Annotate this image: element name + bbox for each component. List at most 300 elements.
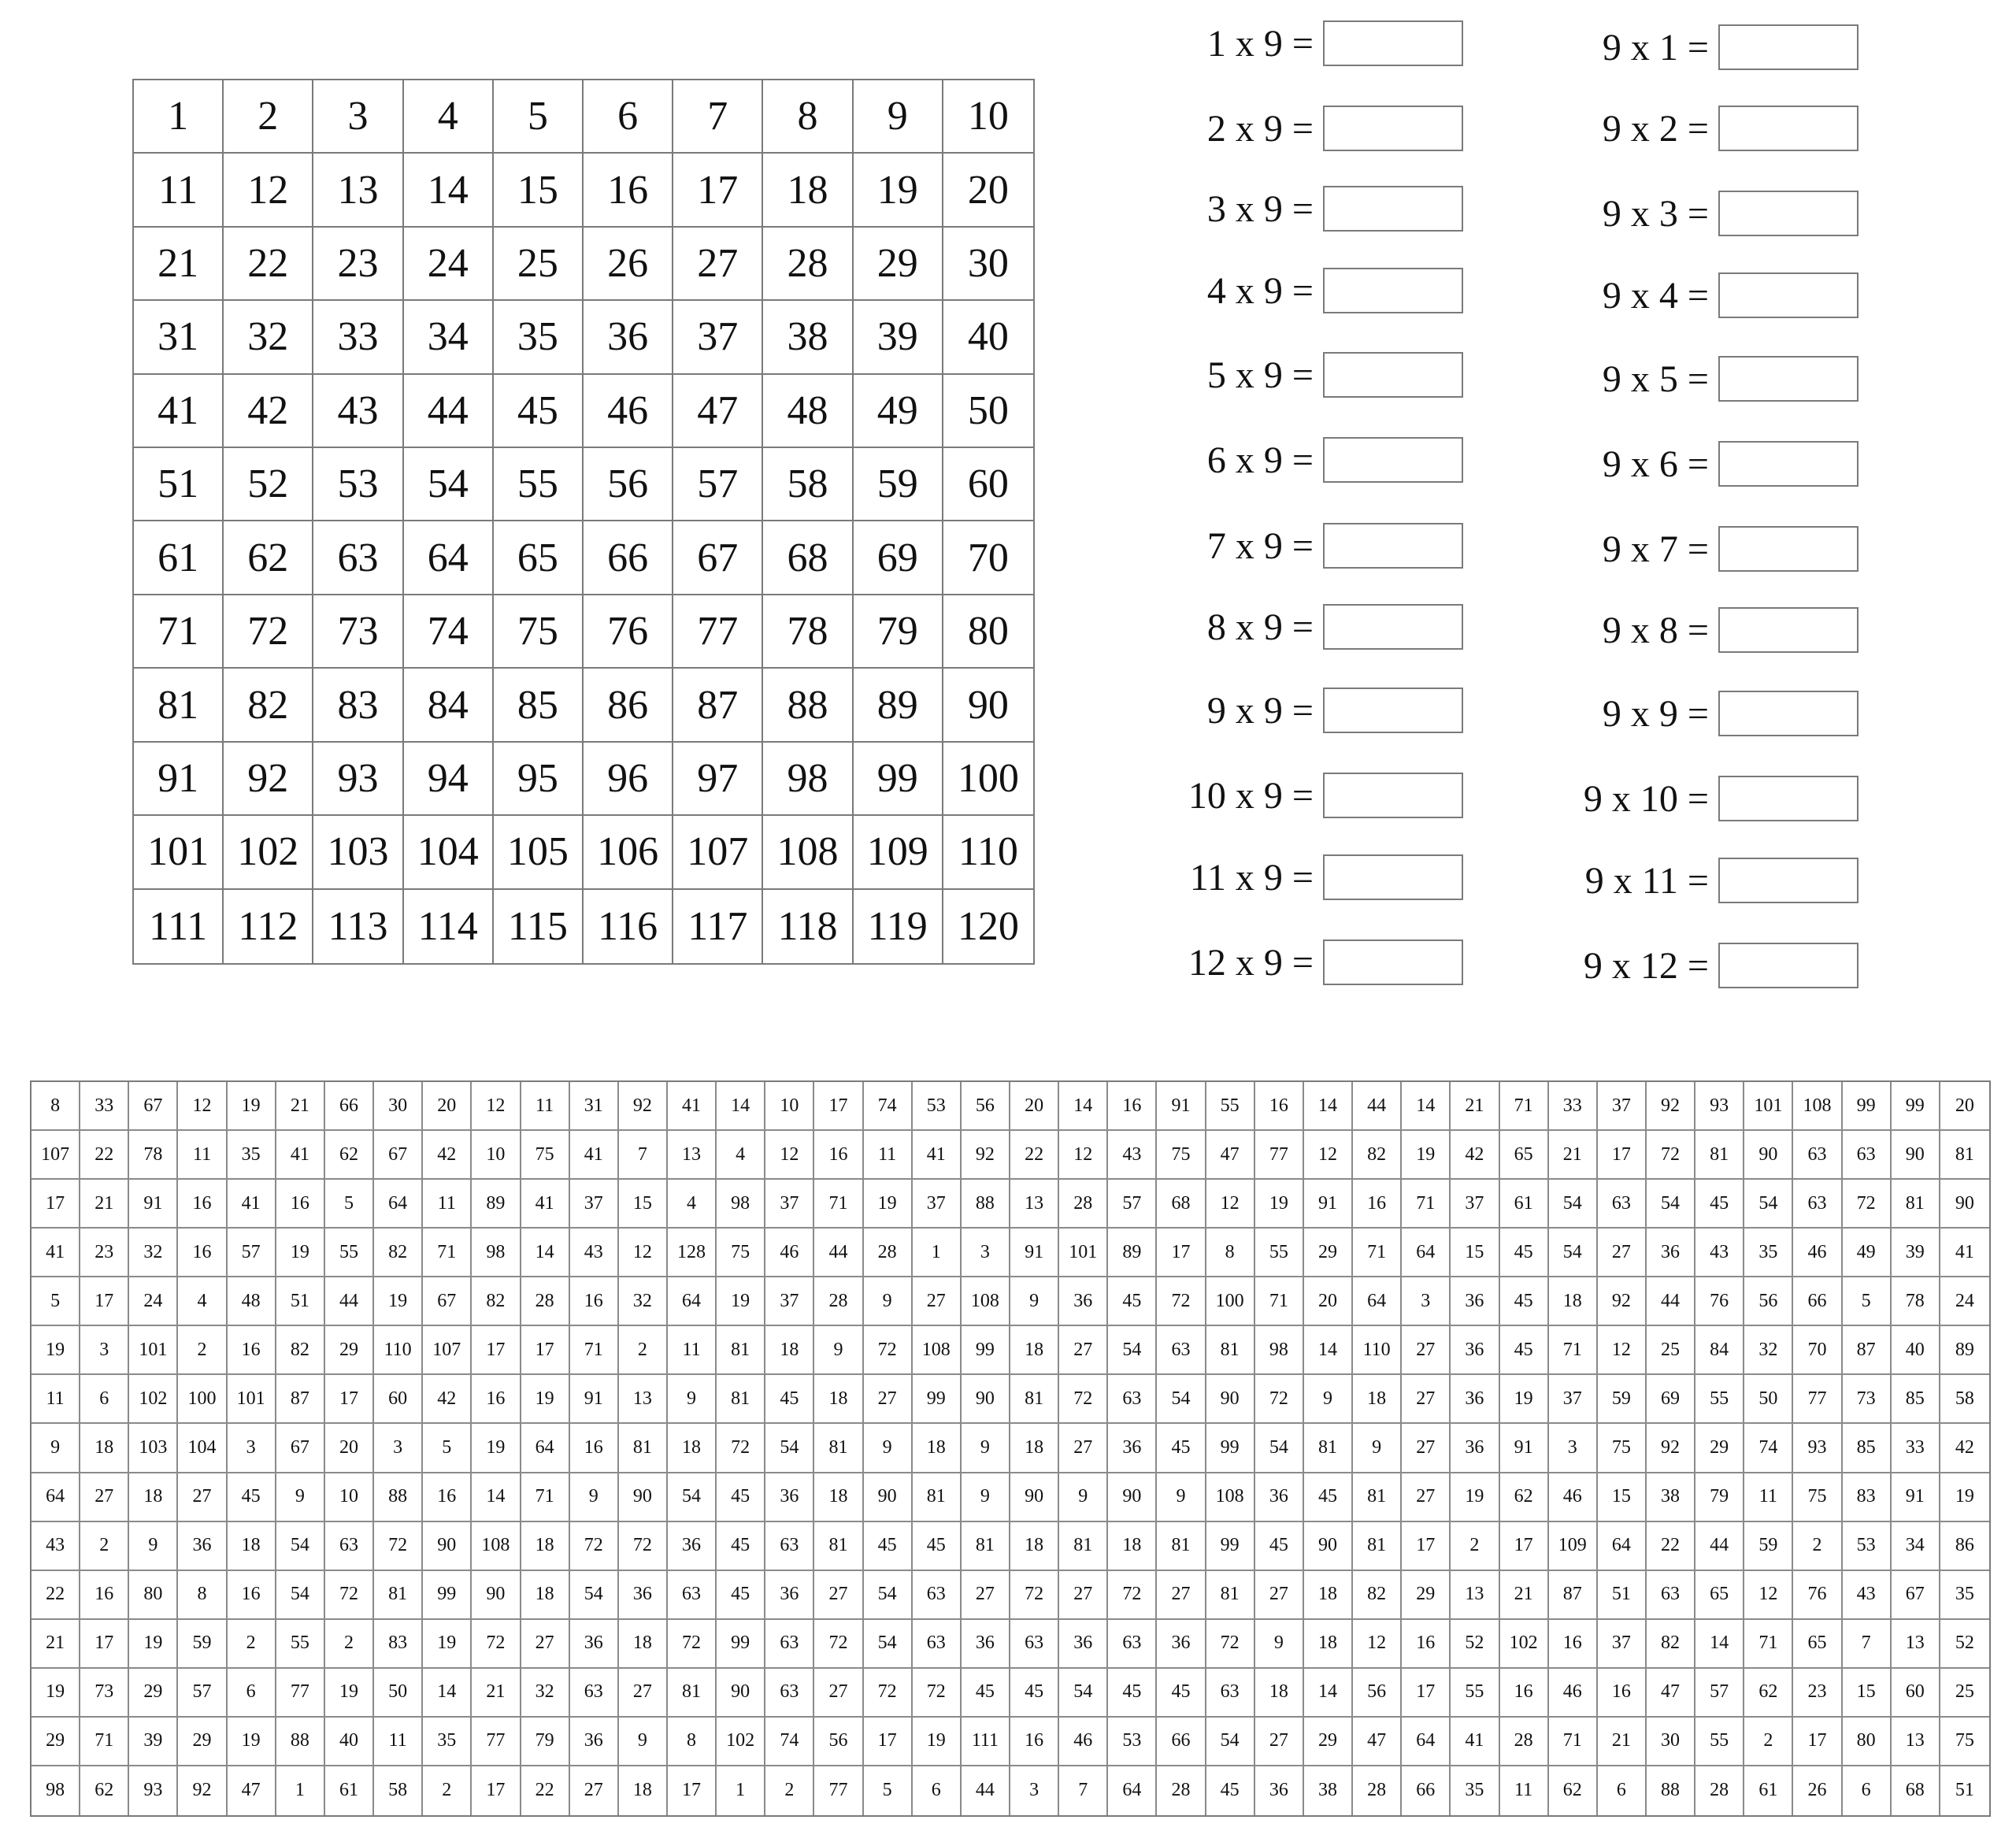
search-grid-cell: 88 <box>374 1473 423 1522</box>
search-grid-cell: 92 <box>1647 1082 1695 1131</box>
search-grid-cell: 38 <box>1647 1473 1695 1522</box>
search-grid-cell: 44 <box>325 1277 374 1326</box>
search-grid-cell: 20 <box>1304 1277 1353 1326</box>
hundred-chart-cell: 12 <box>224 154 313 227</box>
search-grid-cell: 72 <box>325 1571 374 1620</box>
search-grid-cell: 82 <box>1647 1620 1695 1669</box>
search-grid-cell: 20 <box>1940 1082 1989 1131</box>
search-grid-cell: 64 <box>1402 1229 1451 1277</box>
search-grid-cell: 45 <box>1108 1277 1157 1326</box>
search-grid-cell: 85 <box>1843 1424 1892 1473</box>
search-grid-cell: 14 <box>472 1473 521 1522</box>
answer-box[interactable] <box>1718 691 1858 736</box>
search-grid-cell: 91 <box>1304 1180 1353 1229</box>
search-grid-cell: 73 <box>80 1669 129 1718</box>
search-grid-cell: 20 <box>423 1082 472 1131</box>
search-grid-cell: 33 <box>1549 1082 1598 1131</box>
search-grid-cell: 17 <box>472 1326 521 1375</box>
search-grid-cell: 13 <box>619 1375 668 1424</box>
search-grid-cell: 35 <box>1744 1229 1793 1277</box>
fact-left-row <box>1156 770 1463 821</box>
answer-box[interactable] <box>1718 607 1858 653</box>
answer-box[interactable] <box>1323 940 1463 985</box>
fact-equation: 1 x 9 = <box>1206 22 1314 65</box>
search-grid-cell: 9 <box>276 1473 325 1522</box>
search-grid-cell: 45 <box>717 1571 765 1620</box>
search-grid-cell: 87 <box>1843 1326 1892 1375</box>
hundred-chart-cell: 4 <box>404 80 494 154</box>
search-grid-cell: 1 <box>717 1766 765 1815</box>
hundred-chart-cell: 15 <box>494 154 584 227</box>
search-grid-cell: 18 <box>1010 1326 1059 1375</box>
search-grid-cell: 54 <box>1744 1180 1793 1229</box>
search-grid-cell: 99 <box>1206 1424 1255 1473</box>
search-grid-cell: 16 <box>1549 1620 1598 1669</box>
answer-box[interactable] <box>1718 858 1858 903</box>
search-grid-cell: 99 <box>423 1571 472 1620</box>
search-grid-cell: 77 <box>1255 1131 1304 1180</box>
hundred-chart-cell: 99 <box>854 743 943 816</box>
hundred-chart-cell: 120 <box>957 903 1019 949</box>
search-grid-cell: 82 <box>276 1326 325 1375</box>
answer-box[interactable] <box>1718 943 1858 988</box>
search-grid-cell: 28 <box>1695 1766 1744 1815</box>
hundred-chart-cell: 22 <box>224 228 313 301</box>
answer-box[interactable] <box>1323 773 1463 818</box>
search-grid-cell: 16 <box>276 1180 325 1229</box>
search-grid-cell: 108 <box>962 1277 1010 1326</box>
search-grid-cell: 86 <box>1940 1522 1989 1571</box>
search-grid-cell: 43 <box>1108 1131 1157 1180</box>
search-grid-cell: 77 <box>472 1718 521 1766</box>
search-grid-cell: 81 <box>1940 1131 1989 1180</box>
search-grid-cell: 72 <box>1843 1180 1892 1229</box>
search-grid-cell: 25 <box>1647 1326 1695 1375</box>
search-grid-cell: 9 <box>962 1473 1010 1522</box>
search-grid-cell: 90 <box>1744 1131 1793 1180</box>
search-grid-cell: 81 <box>1353 1522 1402 1571</box>
search-grid-cell: 36 <box>668 1522 717 1571</box>
search-grid-cell: 90 <box>1940 1180 1989 1229</box>
search-grid-cell: 91 <box>1010 1229 1059 1277</box>
answer-box[interactable] <box>1323 604 1463 650</box>
search-grid-cell: 101 <box>1059 1229 1108 1277</box>
search-grid-cell: 89 <box>1108 1229 1157 1277</box>
answer-box[interactable] <box>1718 106 1858 151</box>
search-grid-cell: 62 <box>1549 1766 1598 1815</box>
hundred-chart-cell: 41 <box>134 375 224 448</box>
search-grid-cell: 15 <box>1598 1473 1647 1522</box>
search-grid-cell: 66 <box>325 1082 374 1131</box>
search-grid-cell: 81 <box>962 1522 1010 1571</box>
search-grid-cell: 78 <box>129 1131 178 1180</box>
search-grid-cell: 103 <box>129 1424 178 1473</box>
answer-box[interactable] <box>1323 437 1463 483</box>
fact-equation: 9 x 12 = <box>1583 944 1709 987</box>
hundred-chart-cell: 50 <box>943 375 1033 448</box>
search-grid-cell: 55 <box>1695 1718 1744 1766</box>
search-grid-cell: 36 <box>570 1718 619 1766</box>
hundred-chart-cell: 67 <box>673 521 763 595</box>
search-grid-cell: 76 <box>1793 1571 1842 1620</box>
search-grid-cell: 32 <box>129 1229 178 1277</box>
search-grid-cell: 44 <box>1353 1082 1402 1131</box>
search-grid-cell: 54 <box>864 1620 913 1669</box>
search-grid-cell: 44 <box>1695 1522 1744 1571</box>
search-grid-cell: 17 <box>1402 1522 1451 1571</box>
hundred-chart-cell: 66 <box>584 521 673 595</box>
search-grid-cell: 27 <box>80 1473 129 1522</box>
search-grid-cell: 64 <box>1108 1766 1157 1815</box>
search-grid-cell: 32 <box>521 1669 570 1718</box>
hundred-chart-cell: 104 <box>404 816 494 889</box>
answer-box[interactable] <box>1323 854 1463 900</box>
fact-equation: 9 x 6 = <box>1602 443 1709 485</box>
search-grid-cell: 36 <box>570 1620 619 1669</box>
hundred-chart-cell: 116 <box>584 890 673 963</box>
hundred-chart-cell: 37 <box>673 301 763 374</box>
answer-box[interactable] <box>1323 523 1463 569</box>
hundred-chart-cell: 96 <box>584 743 673 816</box>
search-grid-cell: 30 <box>374 1082 423 1131</box>
search-grid-cell: 19 <box>913 1718 962 1766</box>
search-grid-cell: 14 <box>1695 1620 1744 1669</box>
search-grid-cell: 45 <box>913 1522 962 1571</box>
answer-box[interactable] <box>1323 352 1463 398</box>
hundred-chart-cell: 111 <box>134 890 224 963</box>
hundred-chart-cell: 42 <box>224 375 313 448</box>
search-grid-cell: 19 <box>1402 1131 1451 1180</box>
answer-box[interactable] <box>1718 441 1858 487</box>
hundred-chart-cell: 40 <box>943 301 1033 374</box>
hundred-chart-cell: 107 <box>673 816 763 889</box>
search-grid-cell: 5 <box>32 1277 80 1326</box>
search-grid-cell: 90 <box>1108 1473 1157 1522</box>
search-grid-cell: 42 <box>423 1131 472 1180</box>
hundred-chart-cell: 64 <box>404 521 494 595</box>
search-grid-cell: 91 <box>1500 1424 1549 1473</box>
search-grid-cell: 45 <box>1108 1669 1157 1718</box>
search-grid-cell: 75 <box>1793 1473 1842 1522</box>
search-grid-cell: 57 <box>228 1229 276 1277</box>
search-grid-cell: 54 <box>1108 1326 1157 1375</box>
hundred-chart-cell: 70 <box>943 521 1033 595</box>
search-grid-cell: 82 <box>472 1277 521 1326</box>
fact-right-row <box>1551 773 1858 824</box>
search-grid-cell: 14 <box>1304 1669 1353 1718</box>
fact-equation: 9 x 7 = <box>1602 528 1709 570</box>
search-grid-cell: 70 <box>1793 1326 1842 1375</box>
search-grid-cell: 36 <box>1647 1229 1695 1277</box>
answer-box[interactable] <box>1718 776 1858 821</box>
search-grid-cell: 27 <box>1157 1571 1206 1620</box>
search-grid-cell: 36 <box>619 1571 668 1620</box>
search-grid-cell: 6 <box>1843 1766 1892 1815</box>
search-grid-cell: 9 <box>962 1424 1010 1473</box>
search-grid-cell: 90 <box>472 1571 521 1620</box>
search-grid-cell: 72 <box>1206 1620 1255 1669</box>
search-grid-cell: 71 <box>1744 1620 1793 1669</box>
search-grid-cell: 63 <box>570 1669 619 1718</box>
search-grid-cell: 87 <box>1549 1571 1598 1620</box>
search-grid-cell: 68 <box>1157 1180 1206 1229</box>
search-grid-cell: 76 <box>1695 1277 1744 1326</box>
hundred-chart-cell: 113 <box>313 890 403 963</box>
search-grid-cell: 17 <box>472 1766 521 1815</box>
search-grid-cell: 53 <box>913 1082 962 1131</box>
search-grid-cell: 16 <box>228 1571 276 1620</box>
search-grid-cell: 3 <box>1549 1424 1598 1473</box>
hundred-chart-cell: 45 <box>494 375 584 448</box>
search-grid-cell: 45 <box>1500 1326 1549 1375</box>
search-grid-cell: 75 <box>521 1131 570 1180</box>
search-grid-cell: 2 <box>178 1326 227 1375</box>
search-grid-cell: 29 <box>325 1326 374 1375</box>
search-grid-cell: 108 <box>913 1326 962 1375</box>
fact-right-row <box>1551 439 1858 489</box>
fact-equation: 9 x 9 = <box>1206 689 1314 732</box>
search-grid-cell: 52 <box>1451 1620 1499 1669</box>
search-grid-cell: 9 <box>129 1522 178 1571</box>
search-grid-cell: 9 <box>32 1424 80 1473</box>
search-grid-cell: 63 <box>1793 1180 1842 1229</box>
search-grid-cell: 14 <box>521 1229 570 1277</box>
answer-box[interactable] <box>1718 191 1858 236</box>
answer-box[interactable] <box>1718 356 1858 402</box>
search-grid-cell: 45 <box>962 1669 1010 1718</box>
fact-equation: 6 x 9 = <box>1206 439 1314 481</box>
answer-box[interactable] <box>1718 272 1858 318</box>
search-grid-cell: 21 <box>1598 1718 1647 1766</box>
fact-left-row <box>1156 521 1463 571</box>
search-grid-cell: 51 <box>1955 1780 1974 1801</box>
search-grid-cell: 36 <box>178 1522 227 1571</box>
search-grid-cell: 100 <box>1206 1277 1255 1326</box>
search-grid-cell: 10 <box>472 1131 521 1180</box>
hundred-chart-cell: 118 <box>763 890 853 963</box>
search-grid-cell: 6 <box>1598 1766 1647 1815</box>
search-grid-cell: 73 <box>1843 1375 1892 1424</box>
search-grid-cell: 107 <box>423 1326 472 1375</box>
search-grid-cell: 92 <box>178 1766 227 1815</box>
fact-left-row <box>1156 852 1463 902</box>
search-grid-cell: 92 <box>1647 1424 1695 1473</box>
fact-equation: 8 x 9 = <box>1206 606 1314 648</box>
search-grid-cell: 77 <box>814 1766 863 1815</box>
hundred-chart-cell: 91 <box>134 743 224 816</box>
hundred-chart-cell: 34 <box>404 301 494 374</box>
search-grid-cell: 19 <box>472 1424 521 1473</box>
search-grid-cell: 13 <box>1010 1180 1059 1229</box>
search-grid-cell: 41 <box>1451 1718 1499 1766</box>
search-grid-cell: 51 <box>276 1277 325 1326</box>
search-grid-cell: 36 <box>1108 1424 1157 1473</box>
search-grid-cell: 81 <box>1206 1326 1255 1375</box>
search-grid-cell: 55 <box>276 1620 325 1669</box>
answer-box[interactable] <box>1323 688 1463 733</box>
fact-equation: 10 x 9 = <box>1188 774 1314 817</box>
search-grid-cell: 57 <box>1695 1669 1744 1718</box>
search-grid-cell: 47 <box>1353 1718 1402 1766</box>
search-grid-cell: 19 <box>129 1620 178 1669</box>
hundred-chart-cell: 117 <box>673 890 763 963</box>
search-grid-cell: 82 <box>374 1229 423 1277</box>
search-grid-cell: 21 <box>1549 1131 1598 1180</box>
search-grid-cell: 5 <box>423 1424 472 1473</box>
search-grid-cell: 57 <box>178 1669 227 1718</box>
hundred-chart-cell: 73 <box>313 595 403 669</box>
search-grid-cell: 17 <box>1793 1718 1842 1766</box>
search-grid-cell: 31 <box>570 1082 619 1131</box>
search-grid-cell: 68 <box>1892 1766 1940 1815</box>
search-grid-cell: 2 <box>765 1766 814 1815</box>
search-grid-cell: 81 <box>1353 1473 1402 1522</box>
search-grid-cell: 18 <box>129 1473 178 1522</box>
search-grid-cell: 29 <box>1304 1229 1353 1277</box>
search-grid-cell: 54 <box>570 1571 619 1620</box>
search-grid-cell: 3 <box>1402 1277 1451 1326</box>
search-grid-cell: 63 <box>765 1669 814 1718</box>
hundred-chart-cell: 81 <box>134 669 224 742</box>
search-grid-cell: 19 <box>1451 1473 1499 1522</box>
search-grid-cell: 27 <box>1402 1473 1451 1522</box>
search-grid-cell: 14 <box>423 1669 472 1718</box>
search-grid-cell: 110 <box>374 1326 423 1375</box>
answer-box[interactable] <box>1323 20 1463 66</box>
search-grid-cell: 5 <box>1843 1277 1892 1326</box>
search-grid-cell: 101 <box>228 1375 276 1424</box>
search-grid-cell: 43 <box>1843 1571 1892 1620</box>
hundred-chart-cell: 114 <box>404 890 494 963</box>
hundred-chart-cell: 21 <box>134 228 224 301</box>
answer-box[interactable] <box>1718 24 1858 70</box>
hundred-chart-cell: 101 <box>134 816 224 889</box>
search-grid-cell: 19 <box>228 1082 276 1131</box>
search-grid-cell: 99 <box>1843 1082 1892 1131</box>
hundred-chart-cell: 68 <box>763 521 853 595</box>
search-grid-cell: 72 <box>570 1522 619 1571</box>
search-grid-cell: 16 <box>472 1375 521 1424</box>
search-grid-cell: 40 <box>325 1718 374 1766</box>
fact-equation: 9 x 2 = <box>1602 107 1709 150</box>
search-grid-cell: 92 <box>619 1082 668 1131</box>
search-grid-cell: 72 <box>864 1669 913 1718</box>
search-grid-cell: 65 <box>1793 1620 1842 1669</box>
hundred-chart-cell: 76 <box>584 595 673 669</box>
search-grid-cell: 5 <box>325 1180 374 1229</box>
search-grid-cell: 55 <box>1695 1375 1744 1424</box>
search-grid-cell: 42 <box>1940 1424 1989 1473</box>
hundred-chart-cell: 83 <box>313 669 403 742</box>
search-grid-cell: 37 <box>765 1277 814 1326</box>
search-grid-cell: 67 <box>423 1277 472 1326</box>
search-grid-cell: 15 <box>619 1180 668 1229</box>
search-grid-cell: 53 <box>1108 1718 1157 1766</box>
answer-box[interactable] <box>1323 186 1463 232</box>
search-grid-cell: 64 <box>1598 1522 1647 1571</box>
search-grid-cell: 18 <box>80 1424 129 1473</box>
search-grid-cell: 45 <box>1255 1522 1304 1571</box>
search-grid-cell: 43 <box>570 1229 619 1277</box>
hundred-chart-cell: 1 <box>134 80 224 154</box>
answer-box[interactable] <box>1323 106 1463 151</box>
search-grid-cell: 9 <box>1304 1375 1353 1424</box>
search-grid-cell: 72 <box>717 1424 765 1473</box>
hundred-chart-cell: 31 <box>134 301 224 374</box>
search-grid-cell: 16 <box>1402 1620 1451 1669</box>
search-grid-cell: 62 <box>1744 1669 1793 1718</box>
search-grid-cell: 27 <box>913 1277 962 1326</box>
search-grid-cell: 84 <box>1695 1326 1744 1375</box>
search-grid-cell: 54 <box>1157 1375 1206 1424</box>
search-grid-cell: 16 <box>228 1326 276 1375</box>
search-grid-cell: 54 <box>1206 1718 1255 1766</box>
search-grid-cell: 64 <box>374 1180 423 1229</box>
search-grid-cell: 57 <box>1108 1180 1157 1229</box>
search-grid-cell: 104 <box>178 1424 227 1473</box>
search-grid-cell: 14 <box>1304 1326 1353 1375</box>
search-grid-cell: 81 <box>717 1326 765 1375</box>
hundred-chart-cell: 38 <box>763 301 853 374</box>
search-grid-cell: 63 <box>668 1571 717 1620</box>
search-grid-cell: 7 <box>619 1131 668 1180</box>
search-grid-cell: 17 <box>864 1718 913 1766</box>
search-grid-cell: 4 <box>668 1180 717 1229</box>
search-grid-cell: 12 <box>1598 1326 1647 1375</box>
search-grid-cell: 45 <box>717 1522 765 1571</box>
search-grid-cell: 54 <box>276 1522 325 1571</box>
search-grid-cell: 63 <box>1647 1571 1695 1620</box>
fact-right-row <box>1551 103 1858 154</box>
hundred-chart-cell: 110 <box>943 816 1033 889</box>
search-grid-cell: 85 <box>1892 1375 1940 1424</box>
search-grid-cell: 17 <box>80 1620 129 1669</box>
hundred-chart-cell: 10 <box>943 80 1033 154</box>
search-grid-cell: 19 <box>1500 1375 1549 1424</box>
hundred-chart-cell: 74 <box>404 595 494 669</box>
search-grid-cell: 41 <box>521 1180 570 1229</box>
hundred-chart-cell: 69 <box>854 521 943 595</box>
hundred-chart-cell: 63 <box>313 521 403 595</box>
search-grid-cell: 79 <box>1695 1473 1744 1522</box>
search-grid-cell: 29 <box>32 1718 80 1766</box>
search-grid-cell: 56 <box>962 1082 1010 1131</box>
hundred-chart-cell: 92 <box>224 743 313 816</box>
search-grid-cell: 67 <box>276 1424 325 1473</box>
search-grid-cell: 72 <box>1255 1375 1304 1424</box>
search-grid-cell: 81 <box>814 1424 863 1473</box>
search-grid-cell: 28 <box>1500 1718 1549 1766</box>
search-grid-cell: 13 <box>668 1131 717 1180</box>
hundred-chart-cell: 26 <box>584 228 673 301</box>
search-grid-cell: 55 <box>325 1229 374 1277</box>
hundred-chart-cell: 53 <box>313 448 403 521</box>
search-grid-cell: 41 <box>913 1131 962 1180</box>
search-grid-cell: 21 <box>1451 1082 1499 1131</box>
search-grid-cell: 81 <box>1695 1131 1744 1180</box>
search-grid-cell: 21 <box>472 1669 521 1718</box>
search-grid-cell: 81 <box>1892 1180 1940 1229</box>
answer-box[interactable] <box>1718 526 1858 572</box>
search-grid-cell: 18 <box>1549 1277 1598 1326</box>
search-grid-cell: 9 <box>1157 1473 1206 1522</box>
search-grid-cell: 102 <box>717 1718 765 1766</box>
answer-box[interactable] <box>1323 268 1463 313</box>
search-grid-cell: 71 <box>1402 1180 1451 1229</box>
search-grid-cell: 72 <box>1010 1571 1059 1620</box>
hundred-chart-cell: 11 <box>134 154 224 227</box>
search-grid-cell: 90 <box>423 1522 472 1571</box>
